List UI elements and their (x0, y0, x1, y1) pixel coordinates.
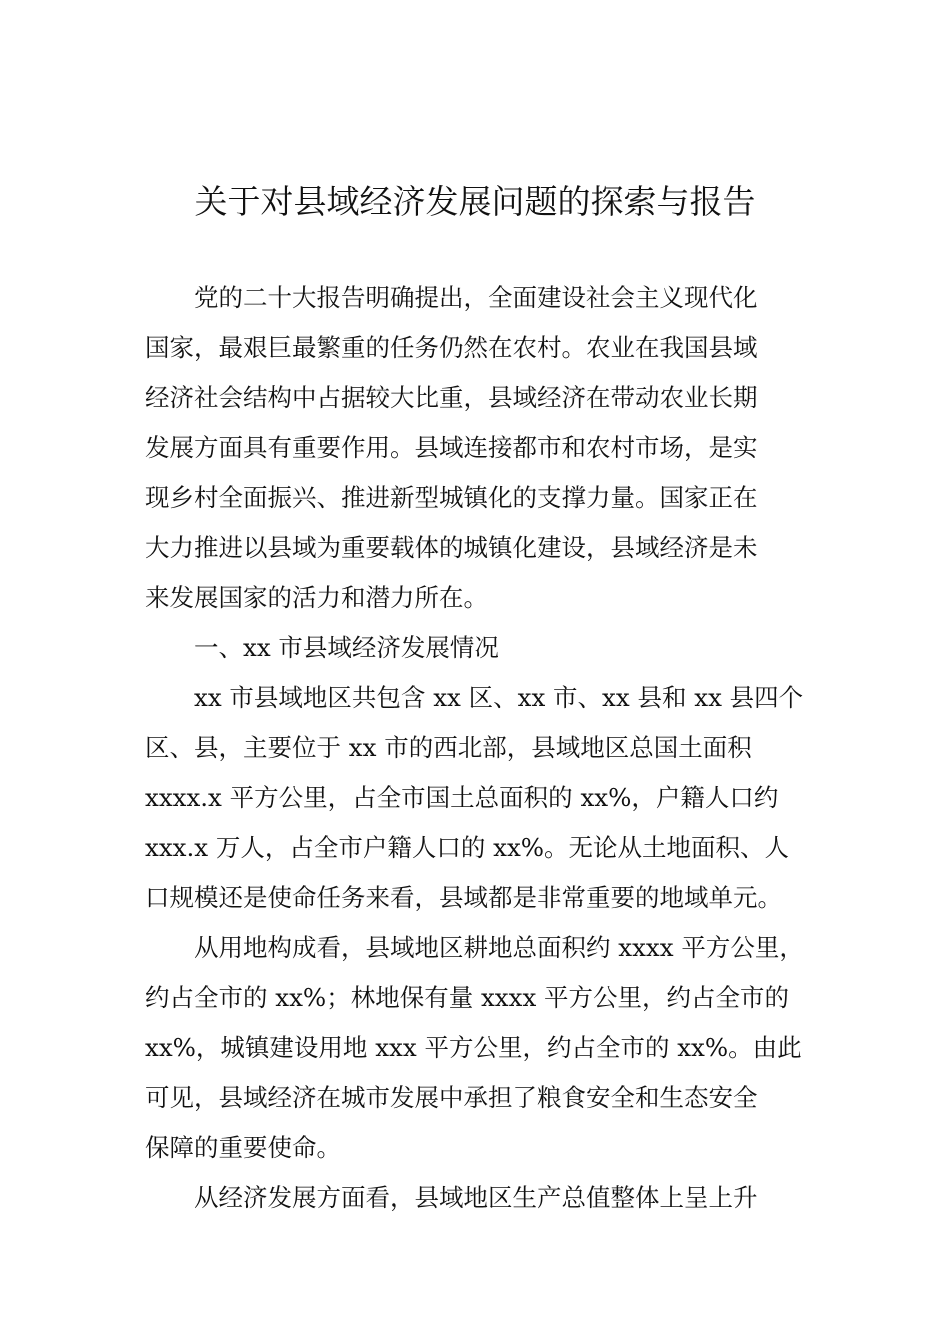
text-line: 保障的重要使命。 (145, 1133, 341, 1162)
text-line: 经济社会结构中占据较大比重，县域经济在带动农业长期 (145, 383, 758, 412)
document-title: 关于对县域经济发展问题的探索与报告 (194, 182, 756, 221)
text-line: 发展方面具有重要作用。县域连接都市和农村市场，是实 (145, 433, 758, 462)
text-line: 现乡村全面振兴、推进新型城镇化的支撑力量。国家正在 (145, 483, 758, 512)
paragraph-economy (145, 1173, 835, 1223)
text-line: 党的二十大报告明确提出，全面建设社会主义现代化 (145, 283, 758, 312)
paragraph-overview (145, 673, 835, 923)
heading-line: 一、xx 市县域经济发展情况 (145, 633, 499, 662)
text-line: 口规模还是使命任务来看，县域都是非常重要的地域单元。 (145, 883, 782, 912)
text-line: xxx.x 万人，占全市户籍人口的 xx%。无论从土地面积、人 (145, 833, 790, 862)
text-line: 国家，最艰巨最繁重的任务仍然在农村。农业在我国县域 (145, 333, 758, 362)
text-line: 从用地构成看，县域地区耕地总面积约 xxxx 平方公里， (145, 933, 804, 962)
text-line: xx 市县域地区共包含 xx 区、xx 市、xx 县和 xx 县四个 (145, 683, 804, 712)
text-line: 来发展国家的活力和潜力所在。 (145, 583, 488, 612)
section-heading (145, 623, 835, 673)
document-body (145, 273, 835, 1223)
text-line: 区、县，主要位于 xx 市的西北部，县域地区总国土面积 (145, 733, 752, 762)
paragraph-land-use (145, 923, 835, 1173)
text-line: xxxx.x 平方公里，占全市国土总面积的 xx%，户籍人口约 (145, 783, 779, 812)
text-line: xx%，城镇建设用地 xxx 平方公里，约占全市的 xx%。由此 (145, 1033, 802, 1062)
text-line: 大力推进以县域为重要载体的城镇化建设，县域经济是未 (145, 533, 758, 562)
paragraph-intro (145, 273, 835, 623)
text-line: 从经济发展方面看，县域地区生产总值整体上呈上升 (145, 1183, 758, 1212)
text-line: 可见，县域经济在城市发展中承担了粮食安全和生态安全 (145, 1083, 758, 1112)
text-line: 约占全市的 xx%；林地保有量 xxxx 平方公里，约占全市的 (145, 983, 790, 1012)
